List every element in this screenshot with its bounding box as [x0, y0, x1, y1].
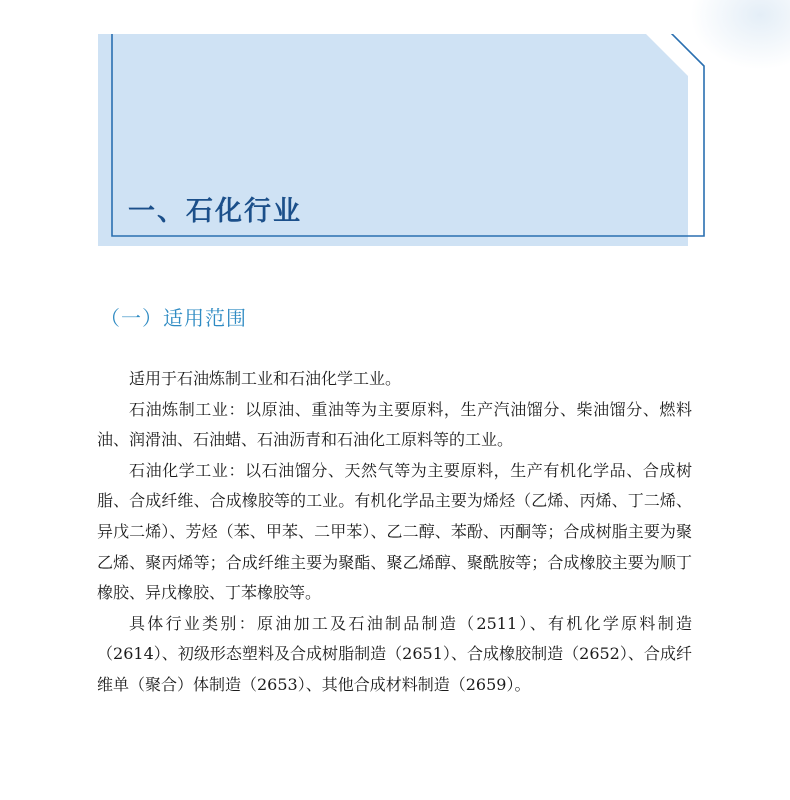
banner-frame: [98, 34, 708, 264]
section-heading: （一）适用范围: [100, 306, 247, 330]
paragraph-industry-categories: 具体行业类别：原油加工及石油制品制造（2511）、有机化学原料制造（2614）、初级形态塑料及合成树脂制造（2651）、合成橡胶制造（2652）、合成纤维单（聚合）体制造（2653）、其他合成材料制造（2659）。: [97, 613, 692, 694]
paragraph-petrochemical: 石油化学工业：以石油馏分、天然气等为主要原料，生产有机化学品、合成树脂、合成纤维、合成橡胶等的工业。有机化学品主要为烯烃（乙烯、丙烯、丁二烯、异戊二烯）、芳烃（苯、甲苯、二甲苯）、乙二醇、苯酚、丙酮等；合成树脂主要为聚乙烯、聚丙烯等；合成纤维主要为聚酯、聚乙烯醇、聚酰胺等；合成橡胶主要为顺丁橡胶、异戊橡胶、丁苯橡胶等。: [97, 460, 692, 603]
paragraph-scope: 适用于石油炼制工业和石油化学工业。: [129, 369, 402, 388]
chapter-title: 一、石化行业: [128, 196, 302, 227]
chapter-banner: [98, 34, 688, 246]
paragraph-refining: 石油炼制工业：以原油、重油等为主要原料，生产汽油馏分、柴油馏分、燃料油、润滑油、石油蜡、石油沥青和石油化工原料等的工业。: [97, 399, 692, 450]
body-text: [97, 364, 692, 701]
